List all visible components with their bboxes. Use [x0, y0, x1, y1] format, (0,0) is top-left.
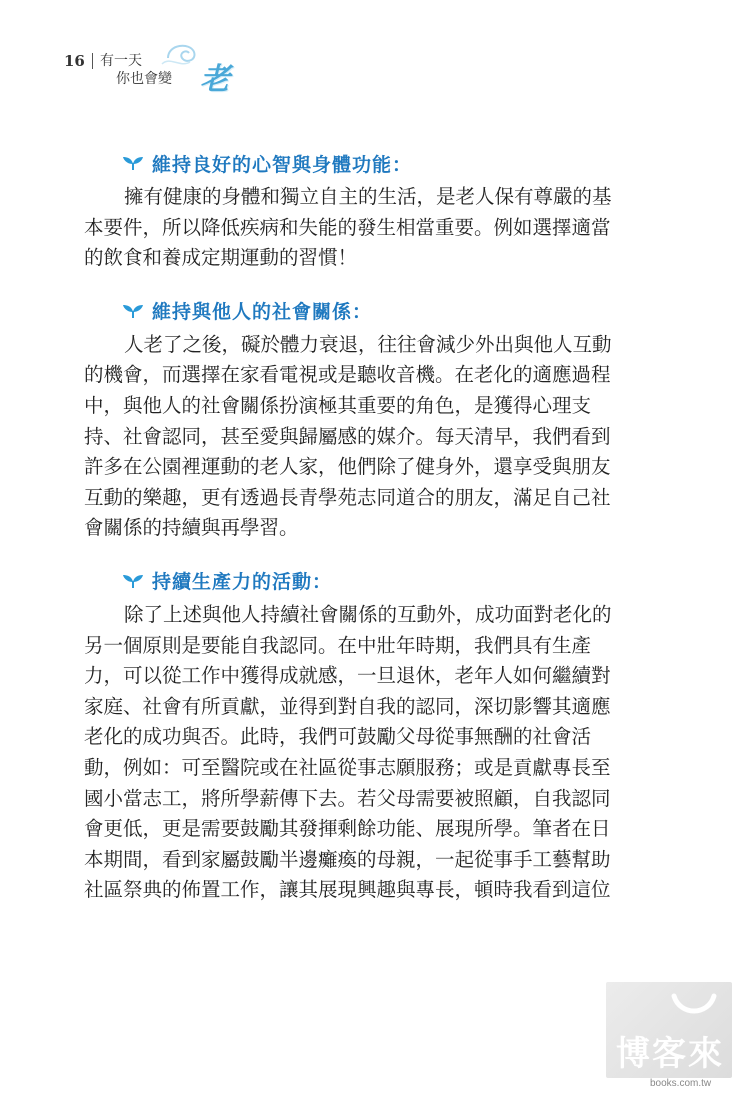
- text-line: 的飲食和養成定期運動的習慣！: [84, 246, 358, 270]
- section-mental-physical: [84, 148, 660, 274]
- text-line: 持、社會認同，甚至愛與歸屬感的媒介。每天清早，我們看到: [84, 424, 611, 448]
- header-divider: [92, 53, 93, 69]
- section-social-relations: [84, 296, 660, 544]
- text-line: 另一個原則是要能自我認同。在中壯年時期，我們具有生產: [84, 633, 592, 657]
- section-heading: [122, 296, 660, 326]
- text-line: 互動的樂趣，更有透過長青學苑志同道合的朋友，滿足自己社: [84, 485, 611, 509]
- text-line: 本要件，所以降低疾病和失能的發生相當重要。例如選擇適當: [84, 215, 611, 239]
- smile-logo-icon: [670, 990, 718, 1020]
- text-line: 中，與他人的社會關係扮演極其重要的角色，是獲得心理支: [84, 393, 592, 417]
- book-title-accent: 老: [200, 62, 230, 97]
- running-header: [64, 44, 264, 104]
- sprout-icon: [122, 573, 144, 589]
- page-body: [84, 148, 660, 928]
- section-productivity: [84, 566, 660, 906]
- text-line: 許多在公園裡運動的老人家，他們除了健身外，還享受與朋友: [84, 455, 611, 479]
- watermark-logo-text: 博客來: [616, 1034, 724, 1074]
- section-title: 持續生產力的活動：: [152, 571, 333, 594]
- text-line: 人老了之後，礙於體力衰退，往往會減少外出與他人互動: [124, 332, 612, 356]
- page-number: 16: [64, 52, 85, 70]
- book-title-line2: 你也會變: [116, 71, 172, 87]
- watermark-url: books.com.tw: [650, 1078, 712, 1089]
- text-line: 老化的成功與否。此時，我們可鼓勵父母從事無酬的社會活: [84, 725, 592, 749]
- text-line: 會關係的持續與再學習。: [84, 516, 299, 540]
- section-title: 維持良好的心智與身體功能：: [152, 153, 413, 176]
- text-line: 家庭、社會有所貢獻，並得到對自我的認同，深切影響其適應: [84, 694, 611, 718]
- text-line: 的機會，而選擇在家看電視或是聽收音機。在老化的適應過程: [84, 363, 611, 387]
- sprout-icon: [122, 155, 144, 171]
- paragraph: [84, 330, 660, 544]
- book-title-line1: 有一天: [100, 53, 142, 69]
- paragraph: [84, 182, 660, 274]
- watermark: [606, 982, 738, 1094]
- text-line: 本期間，看到家屬鼓勵半邊癱瘓的母親，一起從事手工藝幫助: [84, 847, 611, 871]
- section-heading: [122, 148, 660, 178]
- text-line: 動，例如：可至醫院或在社區從事志願服務；或是貢獻專長至: [84, 755, 611, 779]
- text-line: 擁有健康的身體和獨立自主的生活，是老人保有尊嚴的基: [124, 185, 612, 208]
- text-line: 會更低，更是需要鼓勵其發揮剩餘功能、展現所學。筆者在日: [84, 817, 611, 841]
- text-line: 社區祭典的佈置工作，讓其展現興趣與專長，頓時我看到這位: [84, 878, 611, 902]
- text-line: 國小當志工，將所學薪傳下去。若父母需要被照顧，自我認同: [84, 786, 611, 810]
- text-line: 力，可以從工作中獲得成就感，一旦退休，老年人如何繼續對: [84, 664, 611, 688]
- text-line: 除了上述與他人持續社會關係的互動外，成功面對老化的: [124, 602, 612, 626]
- section-title: 維持與他人的社會關係：: [152, 301, 373, 324]
- section-heading: [122, 566, 660, 596]
- sprout-icon: [122, 303, 144, 319]
- paragraph: [84, 600, 660, 906]
